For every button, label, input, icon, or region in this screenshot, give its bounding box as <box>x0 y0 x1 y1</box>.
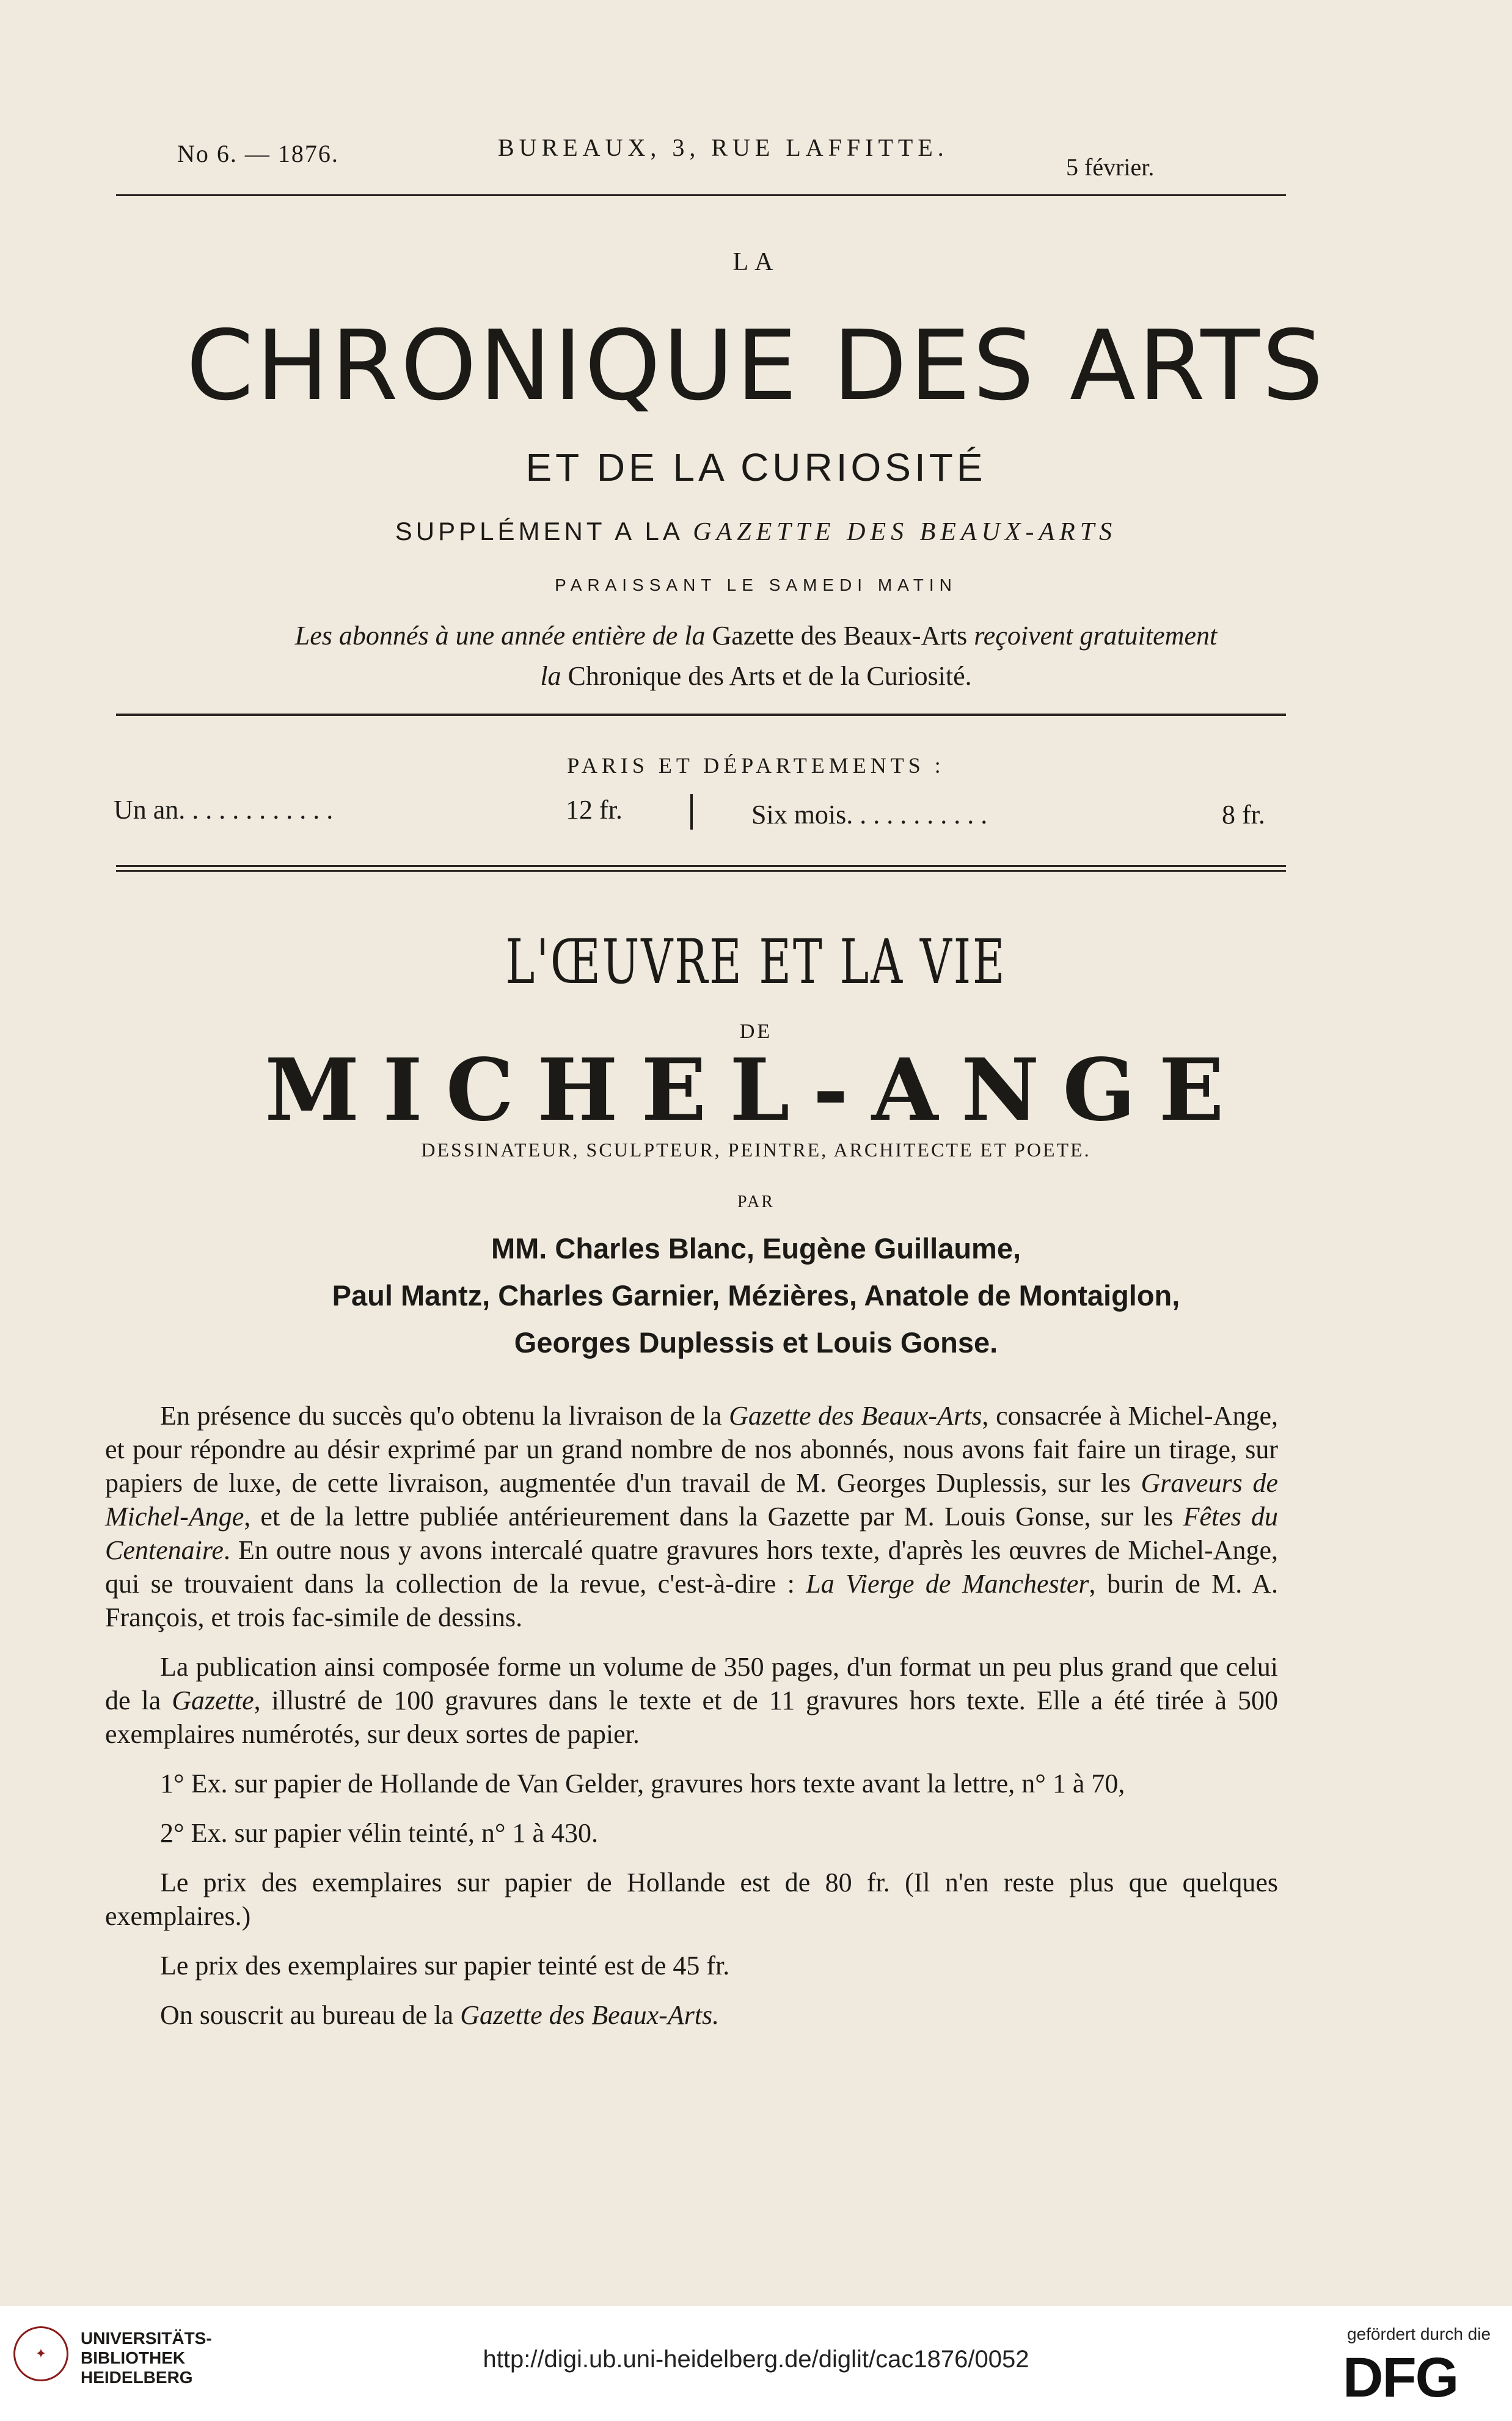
p1-text-b: , consacrée à Michel-Ange, et pour répondre au désir exprimé par un grand nombre de nos abonnés, nous avons fait faire un tirage, sur papiers de luxe, de cette livraison, augmentée d'un travail de M. Georges Duplessis, sur les <box>105 1401 1278 1498</box>
announcement-authors <box>0 1225 1512 1366</box>
subscribers-text-c: reçoivent gratuitement <box>974 621 1218 651</box>
announcement-par: PAR <box>737 1192 775 1211</box>
paragraph-1 <box>105 1399 1278 1634</box>
document-url[interactable]: http://digi.ub.uni-heidelberg.de/diglit/cac1876/0052 <box>483 2346 1029 2373</box>
p1-text-d: . En outre nous y avons intercalé quatre gravures hors texte, d'après les œuvres de Michel-Ange, qui se trouvaient dans la collection de la revue, c'est-à-dire : <box>105 1535 1278 1599</box>
p1-graveurs: Graveurs de Michel-Ange <box>105 1468 1278 1532</box>
masthead-rule <box>116 714 1286 716</box>
price-year-value: 12 fr. <box>566 795 623 825</box>
masthead-article: LA <box>732 248 780 276</box>
supplement-prefix: SUPPLÉMENT A LA <box>395 517 682 546</box>
subscribers-text-b: Gazette des Beaux-Arts <box>712 621 968 651</box>
library-line-3: HEIDELBERG <box>81 2368 193 2387</box>
masthead-title: CHRONIQUE DES ARTS <box>186 310 1326 422</box>
authors-line-3: Georges Duplessis et Louis Gonse. <box>514 1326 998 1359</box>
office-address: BUREAUX, 3, RUE LAFFITTE. <box>498 134 949 161</box>
p1-vierge: La Vierge de Manchester <box>806 1569 1089 1599</box>
university-seal-icon: ✦ <box>13 2326 68 2381</box>
subscription-rule-bottom <box>116 870 1286 872</box>
subscribers-note <box>0 616 1512 696</box>
announcement-de: DE <box>739 1020 773 1043</box>
schedule-line: PARAISSANT LE SAMEDI MATIN <box>555 575 957 594</box>
funding-note: gefördert durch die <box>1347 2324 1491 2343</box>
header-rule <box>116 194 1286 196</box>
p2-gazette: Gazette <box>172 1685 254 1715</box>
paragraph-5: Le prix des exemplaires sur papier de Hollande est de 80 fr. (Il n'en reste plus que quelques exemplaires.) <box>105 1868 1278 1931</box>
price-half <box>751 799 1289 830</box>
subscription-heading: PARIS ET DÉPARTEMENTS : <box>567 753 945 778</box>
paragraph-4: 2° Ex. sur papier vélin teinté, n° 1 à 430. <box>160 1818 599 1848</box>
price-half-label: Six mois. . . . . . . . . . . <box>751 800 988 830</box>
library-line-2: BIBLIOTHEK <box>81 2348 186 2367</box>
subscribers-text-d: la <box>540 661 561 691</box>
supplement-name: GAZETTE DES BEAUX-ARTS <box>693 518 1117 546</box>
p7-text-a: On souscrit au bureau de la <box>160 2000 461 2030</box>
supplement-line <box>0 517 1512 547</box>
p2-text-a: La publication ainsi composée forme un volume de 350 pages, d'un format un peu plus grand que celui de la <box>105 1652 1278 1715</box>
announcement-name: MICHEL-ANGE <box>265 1040 1247 1141</box>
subscribers-text-e: Chronique des Arts et de la Curiosité. <box>568 661 972 691</box>
authors-line-2: Paul Mantz, Charles Garnier, Mézières, Anatole de Montaiglon, <box>332 1279 1180 1312</box>
price-half-value: 8 fr. <box>1222 800 1265 830</box>
p1-text-c: , et de la lettre publiée antérieurement dans la Gazette par M. Louis Gonse, sur les <box>244 1502 1183 1532</box>
p1-fetes: Fêtes du Centenaire <box>105 1502 1278 1565</box>
price-year-label: Un an. . . . . . . . . . . . <box>114 795 334 825</box>
issue-number: No 6. — 1876. <box>177 140 339 167</box>
p7-gazette: Gazette des Beaux-Arts. <box>460 2000 720 2030</box>
subscribers-text-a: Les abonnés à une année entière de la <box>294 621 706 651</box>
p1-text-e: , burin de M. A. François, et trois fac-simile de dessins. <box>105 1569 1278 1632</box>
p2-text-b: , illustré de 100 gravures dans le texte et de 11 gravures hors texte. Elle a été tirée à 500 exemplaires numérotés, sur deux sortes de papier. <box>105 1685 1278 1749</box>
library-line-1: UNIVERSITÄTS- <box>81 2329 212 2348</box>
authors-line-1: MM. Charles Blanc, Eugène Guillaume, <box>491 1232 1021 1265</box>
dfg-logo: DFG <box>1343 2346 1458 2409</box>
p1-text-a: En présence du succès qu'o obtenu la livraison de la <box>160 1401 729 1431</box>
subscription-rule-top <box>116 865 1286 867</box>
paragraph-6: Le prix des exemplaires sur papier teinté est de 45 fr. <box>160 1951 730 1981</box>
masthead-subtitle: ET DE LA CURIOSITÉ <box>525 445 987 489</box>
paragraph-3: 1° Ex. sur papier de Hollande de Van Gelder, gravures hors texte avant la lettre, n° 1 à 70, <box>160 1769 1125 1798</box>
announcement-roles: DESSINATEUR, SCULPTEUR, PEINTRE, ARCHITECTE ET POETE. <box>421 1139 1091 1161</box>
price-separator <box>690 794 693 830</box>
paragraph-7 <box>105 1998 1278 2032</box>
body-text <box>105 1399 1278 2048</box>
p1-gazette: Gazette des Beaux-Arts <box>729 1401 982 1431</box>
paragraph-2 <box>105 1650 1278 1751</box>
announcement-title: L'ŒUVRE ET LA VIE <box>505 926 1007 998</box>
issue-date: 5 février. <box>1066 153 1155 181</box>
price-year <box>114 794 663 825</box>
